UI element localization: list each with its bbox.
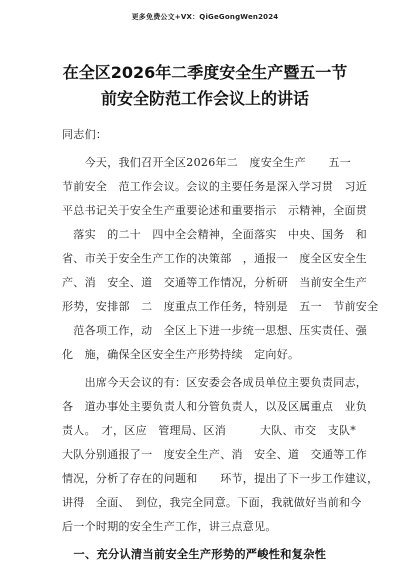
paragraph-line: 讲得 全面、 到位，我完全同意。下面，我就做好当前和今	[62, 496, 362, 509]
paragraph-line: 各 道办事处主要负责人和分管负责人，以及区属重点 业负	[62, 400, 368, 413]
paragraph-line: 形势，安排部 二 度重点工作任务，特别是 五一 节前安全	[62, 300, 379, 313]
paragraph-line: 情况，分析了存在的问题和 环节，提出了下一步工作建议，	[62, 472, 379, 485]
paragraph-line: 落实 的二十 四中全会精神，全面落实 中央、国务 和	[62, 228, 368, 241]
paragraph-line: 化 施，确保全区安全生产形势持续 定向好。	[62, 348, 300, 361]
section-heading-1: 一、充分认清当前安全生产形势的严峻性和复杂性	[62, 548, 327, 561]
paragraph-line: 平总书记关于安全生产重要论述和重要指示 示精神，全面贯	[62, 204, 368, 217]
paragraph-line: 今天，我们召开全区2026年二 度安全生产 五一	[62, 156, 352, 169]
paragraph-line: 范各项工作，动 全区上下进一步统一思想、压实责任、强	[62, 324, 368, 337]
paragraph-line: 省、市关于安全生产工作的决策部 ，通报一 度全区安全生	[62, 252, 368, 265]
paragraph-line: 后一个时期的安全生产工作，讲三点意见。	[62, 520, 277, 533]
paragraph-line: 出席今天会议的有：区安委会各成员单位主要负责同志，	[62, 376, 368, 389]
title-line-1: 在全区2026年二季度安全生产暨五一节	[62, 63, 348, 82]
document-title	[0, 60, 410, 112]
title-line-2: 前安全防范工作会议上的讲话	[100, 89, 309, 108]
paragraph-line: 大队分别通报了一 度安全生产、消 安全、道 交通等工作	[62, 448, 368, 461]
paragraph-line: 节前安全 范工作会议。会议的主要任务是深入学习贯 习近	[62, 180, 368, 193]
salutation: 同志们：	[62, 128, 108, 141]
paragraph-line: 产、消 安全、道 交通等工作情况，分析研 当前安全生产	[62, 276, 368, 289]
header-watermark-note: 更多免费公文+VX：QiGeGongWen2024	[131, 13, 279, 21]
paragraph-line: 责人。 才，区应 管理局、区消 大队、市交 支队*	[62, 424, 357, 437]
